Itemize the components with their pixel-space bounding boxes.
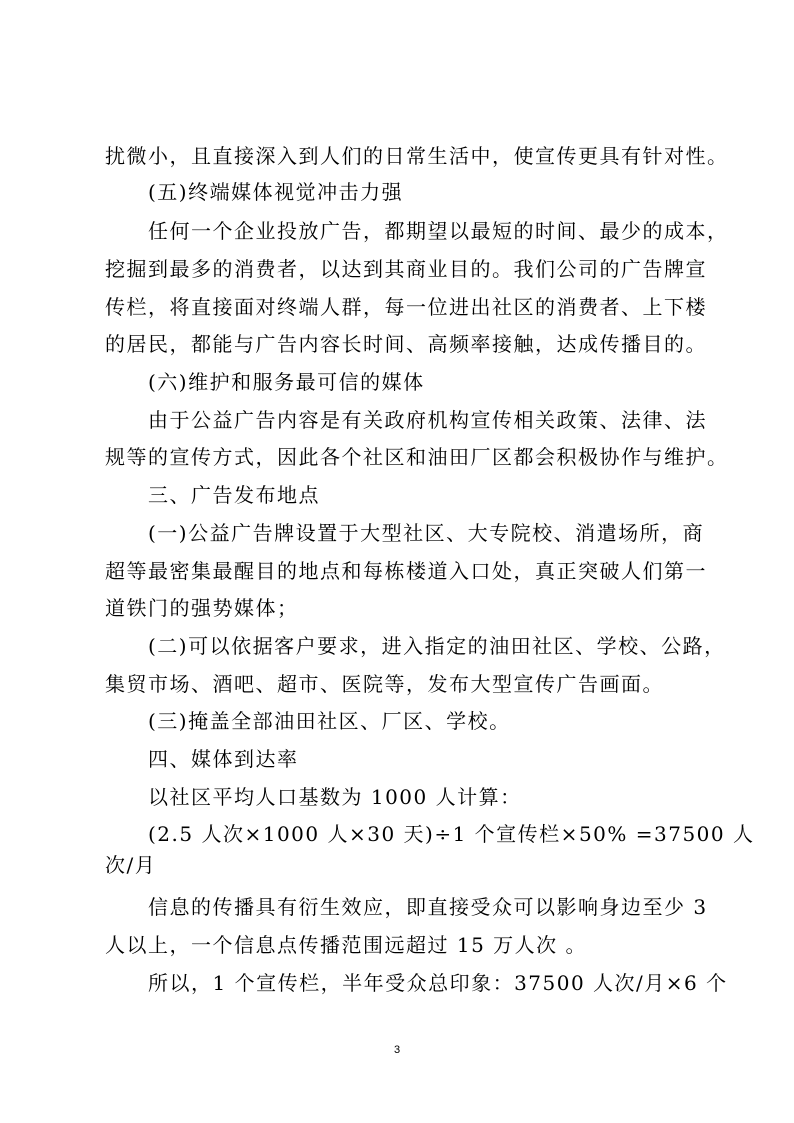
body-line: 信息的传播具有衍生效应，即直接受众可以影响身边至少 3: [148, 895, 708, 919]
section-heading: 三、广告发布地点: [148, 483, 320, 507]
body-line: 超等最密集最醒目的地点和每栋楼道入口处，真正突破人们第一: [105, 559, 707, 583]
body-line: (二)可以依据客户要求，进入指定的油田社区、学校、公路，: [148, 634, 726, 658]
body-line: 任何一个企业投放广告，都期望以最短的时间、最少的成本，: [148, 219, 729, 243]
body-line: 由于公益广告内容是有关政府机构宣传相关政策、法律、法: [148, 408, 707, 432]
body-line: 规等的宣传方式，因此各个社区和油田厂区都会积极协作与维护。: [105, 445, 729, 469]
body-line: 所以，1 个宣传栏，半年受众总印象：37500 人次/月×6 个: [148, 971, 728, 995]
body-line: 以社区平均人口基数为 1000 人计算：: [148, 785, 522, 809]
body-line: (三)掩盖全部油田社区、厂区、学校。: [148, 709, 511, 733]
page-number: 3: [393, 1044, 401, 1056]
body-line: (一)公益广告牌设置于大型社区、大专院校、消遣场所，商: [148, 521, 705, 545]
section-heading: (六)维护和服务最可信的媒体: [148, 370, 425, 394]
body-line: 扰微小，且直接深入到人们的日常生活中，使宣传更具有针对性。: [105, 144, 729, 168]
body-line: 人以上，一个信息点传播范围远超过 15 万人次 。: [105, 933, 588, 957]
body-line: 传栏，将直接面对终端人群，每一位进出社区的消费者、上下楼: [105, 295, 707, 319]
body-line: 的居民，都能与广告内容长时间、高频率接触，达成传播目的。: [105, 332, 707, 356]
formula-line: (2.5 人次×1000 人×30 天)÷1 个宣传栏×50% =37500 人: [148, 822, 755, 846]
section-heading: 四、媒体到达率: [148, 747, 299, 771]
section-heading: (五)终端媒体视觉冲击力强: [148, 180, 404, 204]
body-line: 道铁门的强势媒体；: [105, 596, 299, 620]
body-line: 挖掘到最多的消费者，以达到其商业目的。我们公司的广告牌宣: [105, 257, 707, 281]
body-line: 集贸市场、酒吧、超市、医院等，发布大型宣传广告画面。: [105, 672, 664, 696]
formula-line: 次/月: [105, 853, 157, 877]
